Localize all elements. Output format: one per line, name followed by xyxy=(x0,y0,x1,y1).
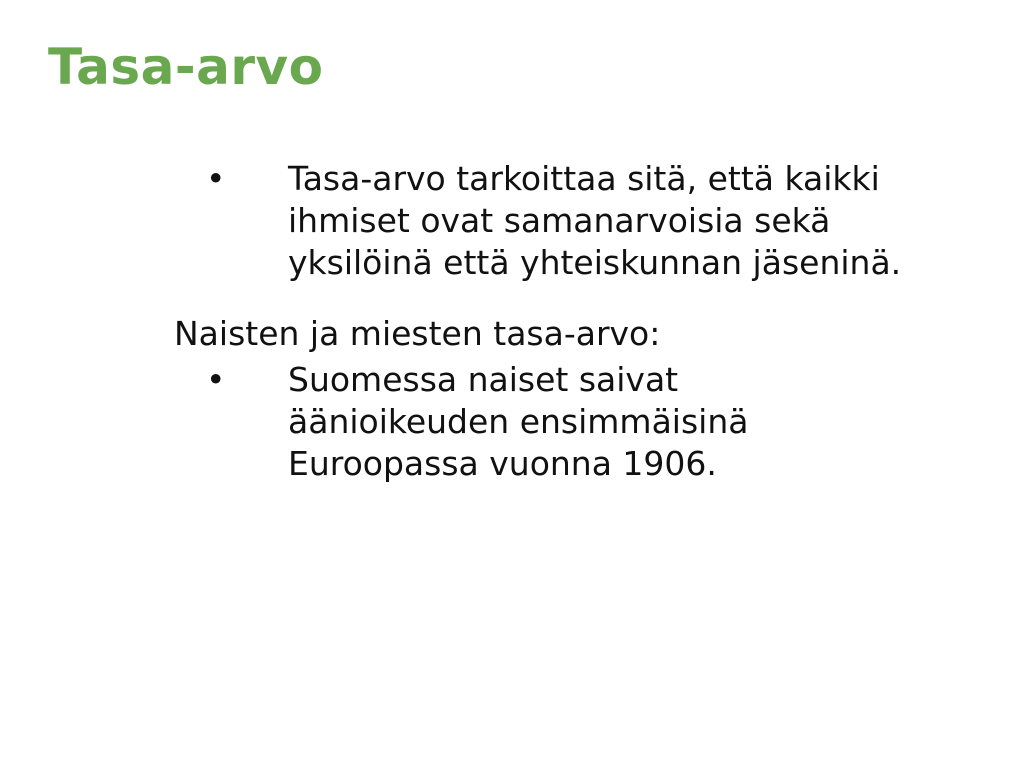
bullet-list-primary xyxy=(170,158,970,285)
list-item-text: Tasa-arvo tarkoittaa sitä, että kaikki ihmiset ovat samanarvoisia sekä yksilöinä että yhteiskunnan jäseninä. xyxy=(288,159,902,283)
slide-body xyxy=(170,158,970,486)
bullet-list-secondary xyxy=(170,359,970,486)
list-item-text: Suomessa naiset saivat äänioikeuden ensimmäisinä Euroopassa vuonna 1906. xyxy=(288,359,749,484)
list-item xyxy=(170,158,970,285)
section-subheading: Naisten ja miesten tasa-arvo: xyxy=(174,313,661,353)
bullet-dot-icon: • xyxy=(206,159,226,198)
list-item xyxy=(170,359,970,486)
bullet-dot-icon: • xyxy=(206,359,226,399)
page-title: Tasa-arvo xyxy=(48,38,324,96)
